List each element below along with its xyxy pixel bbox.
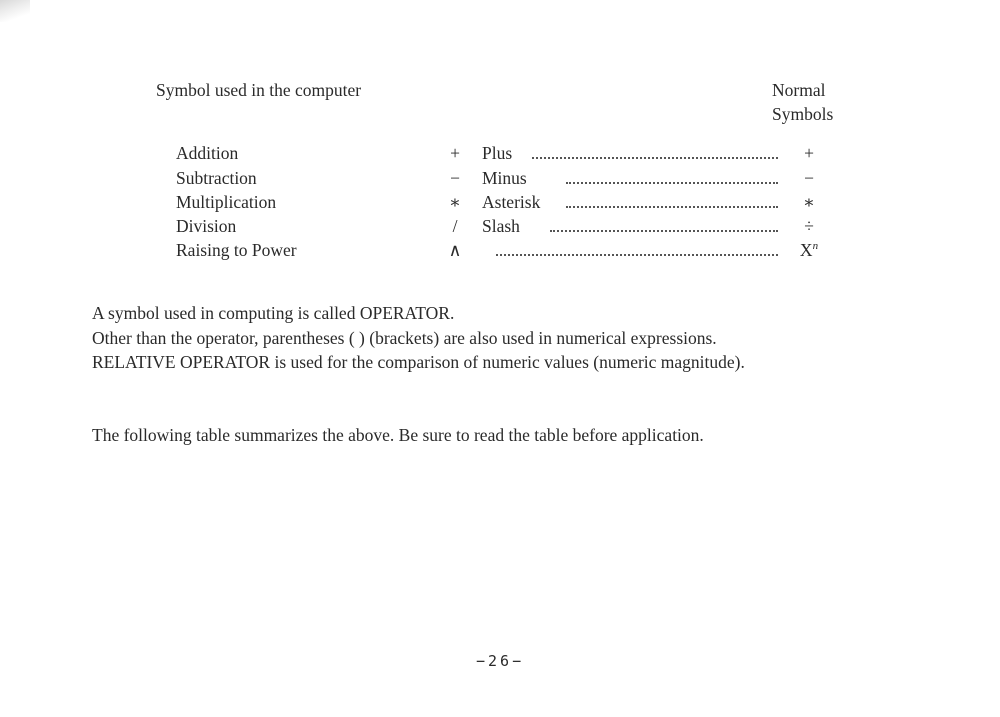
operator-word: Minus [482, 168, 527, 188]
header-computer-symbols: Symbol used in the computer [156, 80, 362, 100]
operator-name: Multiplication [176, 192, 277, 212]
normal-symbol-exponent: n [812, 240, 819, 253]
header-normal-line2: Symbols [772, 104, 834, 124]
normal-symbol: ÷ [804, 216, 814, 236]
header-normal-line1: Normal [772, 80, 826, 100]
operator-word: Plus [482, 143, 513, 163]
paragraph-table-summary: The following table summarizes the above. Be sure to read the table before application. [92, 425, 704, 445]
operator-name: Division [176, 216, 237, 236]
operator-name: Subtraction [176, 168, 257, 188]
operator-row-division [0, 216, 1000, 240]
normal-symbol [798, 240, 820, 261]
dotted-leader [566, 182, 778, 184]
operator-symbol: − [450, 168, 460, 188]
dotted-leader [532, 157, 778, 159]
operator-row-addition [0, 143, 1000, 167]
operator-word: Slash [482, 216, 520, 236]
normal-symbol: ∗ [803, 192, 815, 212]
operator-word: Asterisk [482, 192, 541, 212]
normal-symbol-base: X [799, 240, 813, 260]
operator-row-power [0, 240, 1000, 264]
operator-row-subtraction [0, 168, 1000, 192]
paragraph-relative-operator: RELATIVE OPERATOR is used for the comparison of numeric values (numeric magnitude). [92, 352, 745, 372]
normal-symbol: + [804, 143, 814, 163]
paragraph-parentheses: Other than the operator, parentheses ( ) (brackets) are also used in numerical expressions. [92, 328, 717, 348]
dotted-leader [566, 206, 778, 208]
normal-symbol: − [804, 168, 814, 188]
operator-symbol: + [450, 143, 460, 163]
dotted-leader [496, 254, 778, 256]
page-number: −26− [476, 652, 525, 670]
operator-symbol: ∗ [449, 192, 461, 212]
dotted-leader [550, 230, 778, 232]
operator-name: Raising to Power [176, 240, 297, 260]
operator-name: Addition [176, 143, 239, 163]
operator-symbol: / [452, 216, 458, 236]
paragraph-operator-definition: A symbol used in computing is called OPERATOR. [92, 303, 455, 323]
scan-corner-shadow [0, 0, 30, 22]
operator-symbol: ∧ [448, 240, 462, 260]
header-normal-symbols [772, 78, 833, 126]
operator-row-multiplication [0, 192, 1000, 216]
